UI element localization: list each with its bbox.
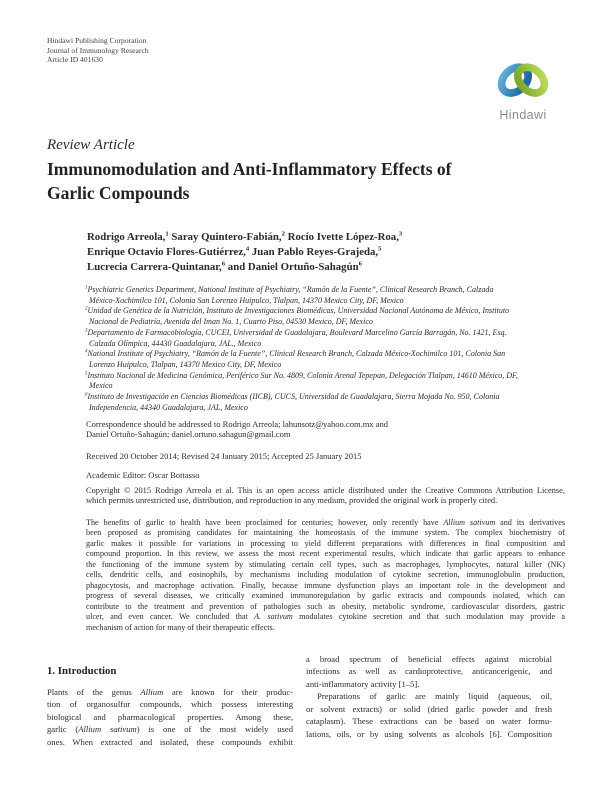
text-line: Immunomodulation and Anti-Inflammatory Effects of [47, 159, 452, 179]
text-line: Garlic Compounds [47, 182, 190, 203]
text-line: compound proportion. In this review, we assess the most recent experimental results, which indicate that garlic appears to enhance [86, 549, 565, 559]
text-line: Correspondence should be addressed to Rodrigo Arreola; lahunsotz@yahoo.com.mx and [86, 419, 388, 429]
text-line: Copyright © 2015 Rodrigo Arreola et al. This is an open access article distributed under the Creative Commons Attribution License, [86, 486, 565, 495]
text-line: Rodrigo Arreola,$^1$ Saray Quintero-Fabián,$^2$ Rocío Ivette López-Roa,$^3$ [87, 230, 403, 243]
body-columns [47, 653, 553, 748]
publisher-name: Hindawi Publishing Corporation [47, 36, 147, 45]
abstract [86, 518, 565, 633]
text-line: Lucrecia Carrera-Quintanar,$^6$ and Daniel Ortuño-Sahagún$^6$ [87, 260, 362, 273]
intro-paragraph-1 [47, 686, 293, 748]
text-line: ulcer, and even cancer. We concluded that A. sativum modulates cytokine secretion and that such modulation may provide a [86, 612, 565, 622]
text-line: garlic (Allium sativum) is one of the most widely used [47, 724, 293, 735]
affiliation: $^2$Unidad de Genética de la Nutrición, Instituto de Investigaciones Biomédicas, Universidad Nacional Autónoma de México, Instituto Nacional de Pediatría, Avenida del Iman No. 1, Cuarto Piso, 04530 Mexico, DF, Mexico [85, 306, 510, 327]
text-line: infections as well as cardioprotective, anticancerigenic, and [306, 666, 552, 677]
publisher-info [47, 36, 149, 65]
text-line: been proposed as promising candidates for maintaining the homeostasis of the immune system. The complex biochemistry of [86, 528, 565, 538]
left-column [47, 653, 293, 748]
text-line: ones. When extracted and isolated, these compounds exhibit [47, 736, 293, 747]
text-line: contribute to the treatment and prevention of pathologies such as obesity, metabolic syndrome, cardiovascular disorders, gastric [86, 601, 565, 611]
affiliation: $^5$Instituto Nacional de Medicina Genómica, Periférico Sur No. 4809, Colonia Arenal Tepepan, Delegación Tlalpan, 14610 México, DF, Mexico [85, 370, 518, 391]
text-line: progress of several diseases, we critically examined immunoregulation by garlic extracts and compounds isolated, which can [86, 591, 565, 601]
text-line: Plants of the genus Allium are known for their produc- [47, 687, 293, 697]
text-line: Daniel Ortuño-Sahagún; daniel.ortuno.sahagun@gmail.com [86, 429, 291, 440]
affiliation: $^6$Instituto de Investigación en Ciencias Biomédicas (IICB), CUCS, Universidad de Guadalajara, Sierra Mojada No. 950, Colonia Independencia, 44340 Guadalajara, JAL, Mexico [85, 392, 500, 412]
text-line: The benefits of garlic to health have been proclaimed for centuries; however, only recently have Allium sativum and its derivatives [86, 518, 565, 527]
affiliation: $^4$National Institute of Psychiatry, “Ramón de la Fuente”, Clinical Research Branch, Calzada México-Xochimilco 101, Colonia San Lorenzo Huipulco, Tlalpan, 14370 Mexico City, DF, Mexico [85, 349, 506, 369]
copyright-notice [86, 486, 565, 506]
section-heading-introduction: 1. Introduction [47, 665, 117, 677]
correspondence [86, 419, 565, 440]
text-line: or solvent extracts) or solid (dried garlic powder and fresh [306, 703, 552, 714]
text-line: the functioning of the immune system by stimulating certain cell types, such as macrophages, lymphocytes, natural killer (NK) [86, 559, 565, 569]
academic-editor: Academic Editor: Oscar Bottasso [86, 470, 200, 480]
text-line: which permits unrestricted use, distribution, and reproduction in any medium, provided the original work is properly cited. [86, 496, 498, 505]
article-history: Received 20 October 2014; Revised 24 January 2015; Accepted 25 January 2015 [86, 451, 362, 461]
affiliations [85, 285, 521, 413]
text-line: biological and pharmacological properties. Among these, [47, 711, 293, 722]
text-line: mechanism of action for many of their therapeutic effects. [86, 622, 275, 632]
affiliation: $^1$Psychiatric Genetics Department, National Institute of Psychiatry, “Ramón de la Fuente”, Clinical Research Branch, Calzada México-Xochimilco 101, Colonia San Lorenzo Huipulco, Tlalpan, 14370 Mexico City, DF, Mexico [85, 285, 494, 305]
article-type-label: Review Article [47, 137, 135, 153]
journal-name: Journal of Immunology Research [47, 45, 149, 55]
intro-paragraph-1-continued [306, 653, 552, 690]
affiliation: $^3$Departamento de Farmacobiología, CUCEI, Universidad de Guadalajara, Boulevard Marcelino García Barragán, No. 1421, Esq. Calzada Olímpica, 44430 Guadalajara, JAL., Mexico [85, 327, 507, 348]
text-line: a broad spectrum of beneficial effects against microbial [306, 654, 552, 664]
article-title [47, 158, 542, 205]
intro-paragraph-2 [306, 690, 552, 740]
article-id: Article ID 401630 [47, 55, 103, 65]
text-line: cells, dendritic cells, and eosinophils, by mechanisms including modulation of cytokine secretion, immunoglobulin production, [86, 570, 565, 580]
hindawi-wordmark: Hindawi [499, 108, 547, 122]
text-line: Preparations of garlic are mainly liquid (aqueous, oil, [317, 691, 552, 702]
right-column [306, 653, 552, 748]
text-line: tion of organosulfur compounds, which possess interesting [47, 699, 293, 710]
text-line: garlic makes it possible for variations in processing to yield different preparations with differences in final composition and [86, 538, 565, 548]
authors-list [87, 230, 527, 275]
hindawi-logo [486, 55, 560, 122]
text-line: Enrique Octavio Flores-Gutiérrez,$^4$ Juan Pablo Reyes-Grajeda,$^5$ [87, 245, 382, 258]
text-line: phagocytosis, and macrophage activation. Finally, because immune dysfunction plays an important role in the development and [86, 580, 565, 590]
text-line: anti-inflammatory activity [1–5]. [306, 678, 420, 689]
text-line: cataplasm). These extractions can be based on water formu- [306, 716, 552, 727]
hindawi-rings-icon [494, 55, 552, 107]
text-line: lations, oils, or by using solvents as alcohols [6]. Composition [306, 728, 552, 739]
